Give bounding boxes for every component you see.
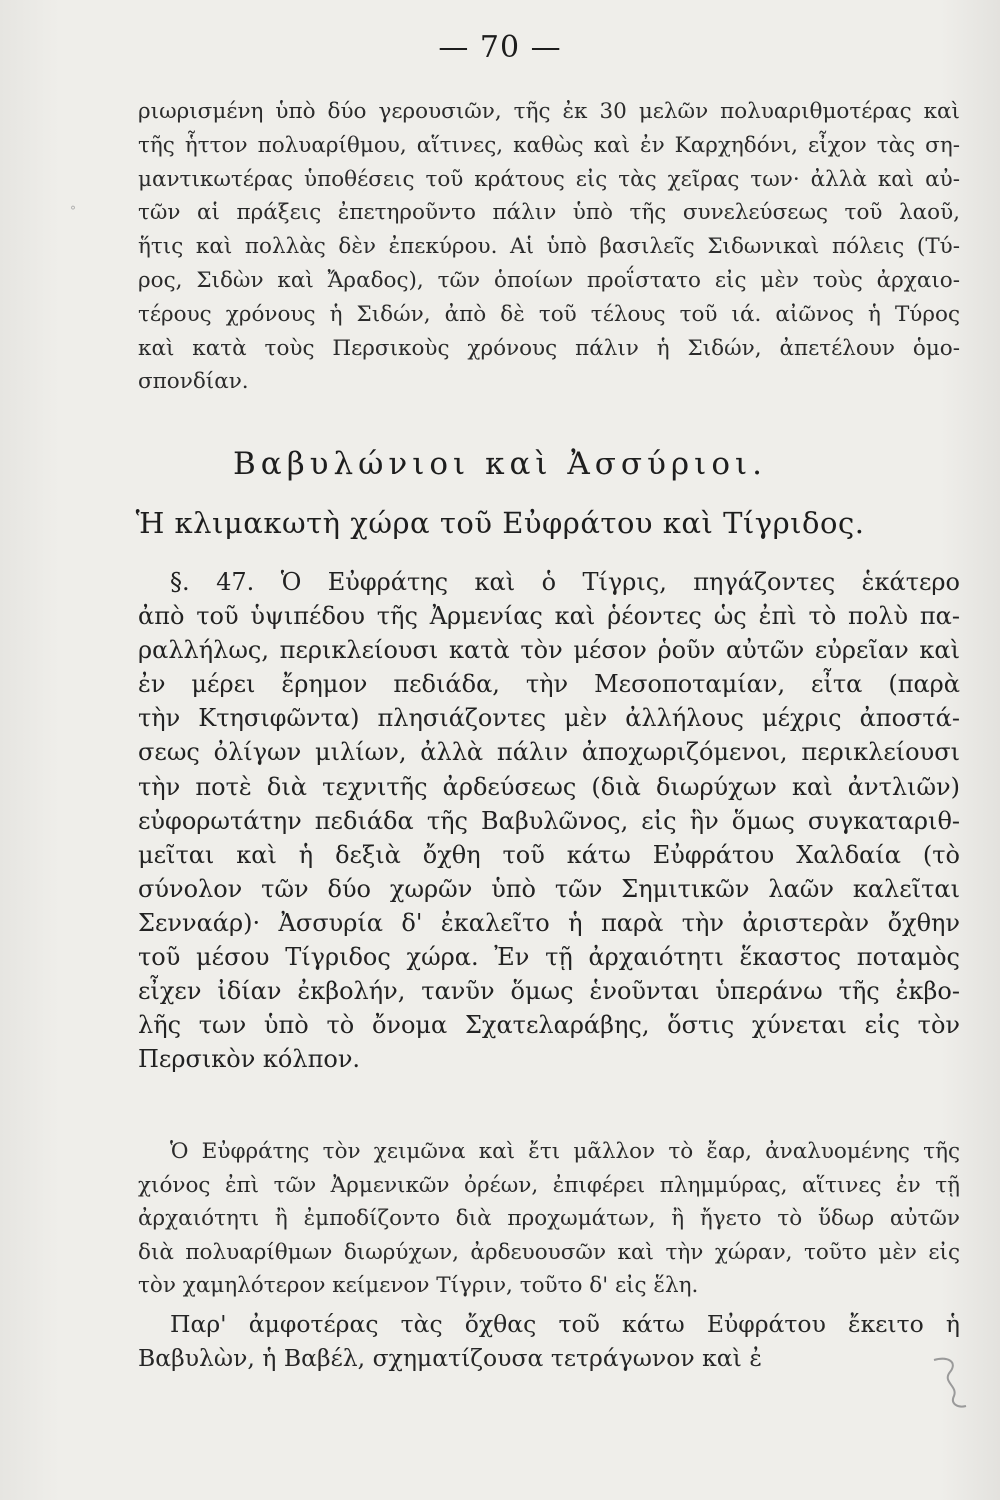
text-line: σπονδίαν. [138,369,249,395]
text-line: ἀρχαιότητι ἢ ἐμποδίζοντο διὰ προχωμάτων, ἢ ἤγετο τὸ ὕδωρ αὐτῶν [138,1206,960,1232]
text-line: ἀπὸ τοῦ ὑψιπέδου τῆς Ἀρμενίας καὶ ῥέοντες ὡς ἐπὶ τὸ πολὺ πα- [138,602,960,631]
text-line: σεως ὀλίγων μιλίων, ἀλλὰ πάλιν ἀποχωριζόμενοι, περικλείουσι [138,738,960,767]
text-line: Περσικὸν κόλπον. [138,1045,361,1074]
text-line: ἐν μέρει ἔρημον πεδιάδα, τὴν Μεσοποταμίαν, εἶτα (παρὰ [138,670,960,699]
text-line: τῆς ἧττον πολυαρίθμου, αἵτινες, καθὼς καὶ ἐν Καρχηδόνι, εἶχον τὰς ση- [138,132,960,158]
paragraph-continuation [138,95,960,399]
text-line: τὴν ποτὲ διὰ τεχνιτῆς ἀρδεύσεως (διὰ διωρύχων καὶ ἀντλιῶν) [138,772,960,801]
section-heading: Βαβυλώνιοι καὶ Ἀσσύριοι. [232,446,767,482]
handwritten-mark [928,1352,974,1422]
paragraph-euphrates-floods [138,1135,960,1303]
text-line: τοῦ μέσου Τίγριδος χώρα. Ἐν τῇ ἀρχαιότητι ἕκαστος ποταμὸς [138,943,960,972]
text-line: Ὁ Εὐφράτης τὸν χειμῶνα καὶ ἔτι μᾶλλον τὸ ἔαρ, ἀναλυομένης τῆς [170,1139,960,1164]
text-line: διὰ πολυαρίθμων διωρύχων, ἀρδευουσῶν καὶ τὴν χώραν, τοῦτο μὲν εἰς [138,1239,960,1265]
text-line: καὶ κατὰ τοὺς Περσικοὺς χρόνους πάλιν ἡ Σιδών, ἀπετέλουν ὁμο- [138,335,960,361]
text-line: μαντικωτέρας ὑποθέσεις τοῦ κράτους εἰς τὰς χεῖρας των· ἀλλὰ καὶ αὐ- [138,166,960,192]
page-number: — 70 — [438,30,562,65]
text-line: ρος, Σιδὼν καὶ Ἄραδος), τῶν ὁποίων προΐστατο εἰς μὲν τοὺς ἀρχαιο- [138,267,960,293]
text-line: §. 47. Ὁ Εὐφράτης καὶ ὁ Τίγρις, πηγάζοντες ἑκάτερο [170,568,960,596]
text-line: Σενναάρ)· Ἀσσυρία δ' ἐκαλεῖτο ἡ παρὰ τὴν ἀριστερὰν ὄχθην [138,908,960,937]
text-line: τέρους χρόνους ἡ Σιδών, ἀπὸ δὲ τοῦ τέλους τοῦ ιά. αἰῶνος ἡ Τύρος [138,301,960,327]
text-line: εὐφορωτάτην πεδιάδα τῆς Βαβυλῶνος, εἰς ἣν ὅμως συγκαταριθ- [138,806,960,835]
text-line: χιόνος ἐπὶ τῶν Ἀρμενικῶν ὀρέων, ἐπιφέρει πλημμύρας, αἵτινες ἐν τῇ [138,1172,960,1198]
text-line: ραλλήλως, περικλείουσι κατὰ τὸν μέσον ῥοῦν αὐτῶν εὐρεῖαν καὶ [138,636,960,665]
paragraph-section-47 [138,565,960,1076]
handwritten-squiggle-icon [928,1352,974,1412]
text-line: λῆς των ὑπὸ τὸ ὄνομα Σχατελαράβης, ὅστις χύνεται εἰς τὸν [138,1011,960,1040]
text-line: τὴν Κτησιφῶντα) πλησιάζοντες μὲν ἀλλήλους μέχρις ἀποστά- [138,704,960,733]
text-line: τῶν αἱ πράξεις ἐπετηροῦντο πάλιν ὑπὸ τῆς συνελεύσεως τοῦ λαοῦ, [138,200,960,226]
margin-dot-mark: ° [70,204,76,218]
text-line: εἶχεν ἰδίαν ἐκβολήν, τανῦν ὅμως ἑνοῦνται ὑπεράνω τῆς ἐκβο- [138,977,960,1006]
text-line: ριωρισμένη ὑπὸ δύο γερουσιῶν, τῆς ἐκ 30 μελῶν πολυαριθμοτέρας καὶ [138,99,960,124]
section-subheading: Ἡ κλιμακωτὴ χώρα τοῦ Εὐφράτου καὶ Τίγριδος. [135,506,865,540]
text-line: Παρ' ἀμφοτέρας τὰς ὄχθας τοῦ κάτω Εὐφράτου ἔκειτο ἡ [170,1310,960,1338]
text-line: Βαβυλὼν, ἡ Βαβέλ, σχηματίζουσα τετράγωνον καὶ ἐ [138,1344,762,1372]
paragraph-babylon [138,1307,960,1375]
text-line: σύνολον τῶν δύο χωρῶν ὑπὸ τῶν Σημιτικῶν λαῶν καλεῖται [138,874,960,903]
text-line: μεῖται καὶ ἡ δεξιὰ ὄχθη τοῦ κάτω Εὐφράτου Χαλδαία (τὸ [138,840,960,869]
text-line: ἥτις καὶ πολλὰς δὲν ἐπεκύρου. Αἱ ὑπὸ βασιλεῖς Σιδωνικαὶ πόλεις (Τύ- [138,234,960,260]
text-line: τὸν χαμηλότερον κείμενον Τίγριν, τοῦτο δ' εἰς ἕλη. [138,1273,699,1299]
